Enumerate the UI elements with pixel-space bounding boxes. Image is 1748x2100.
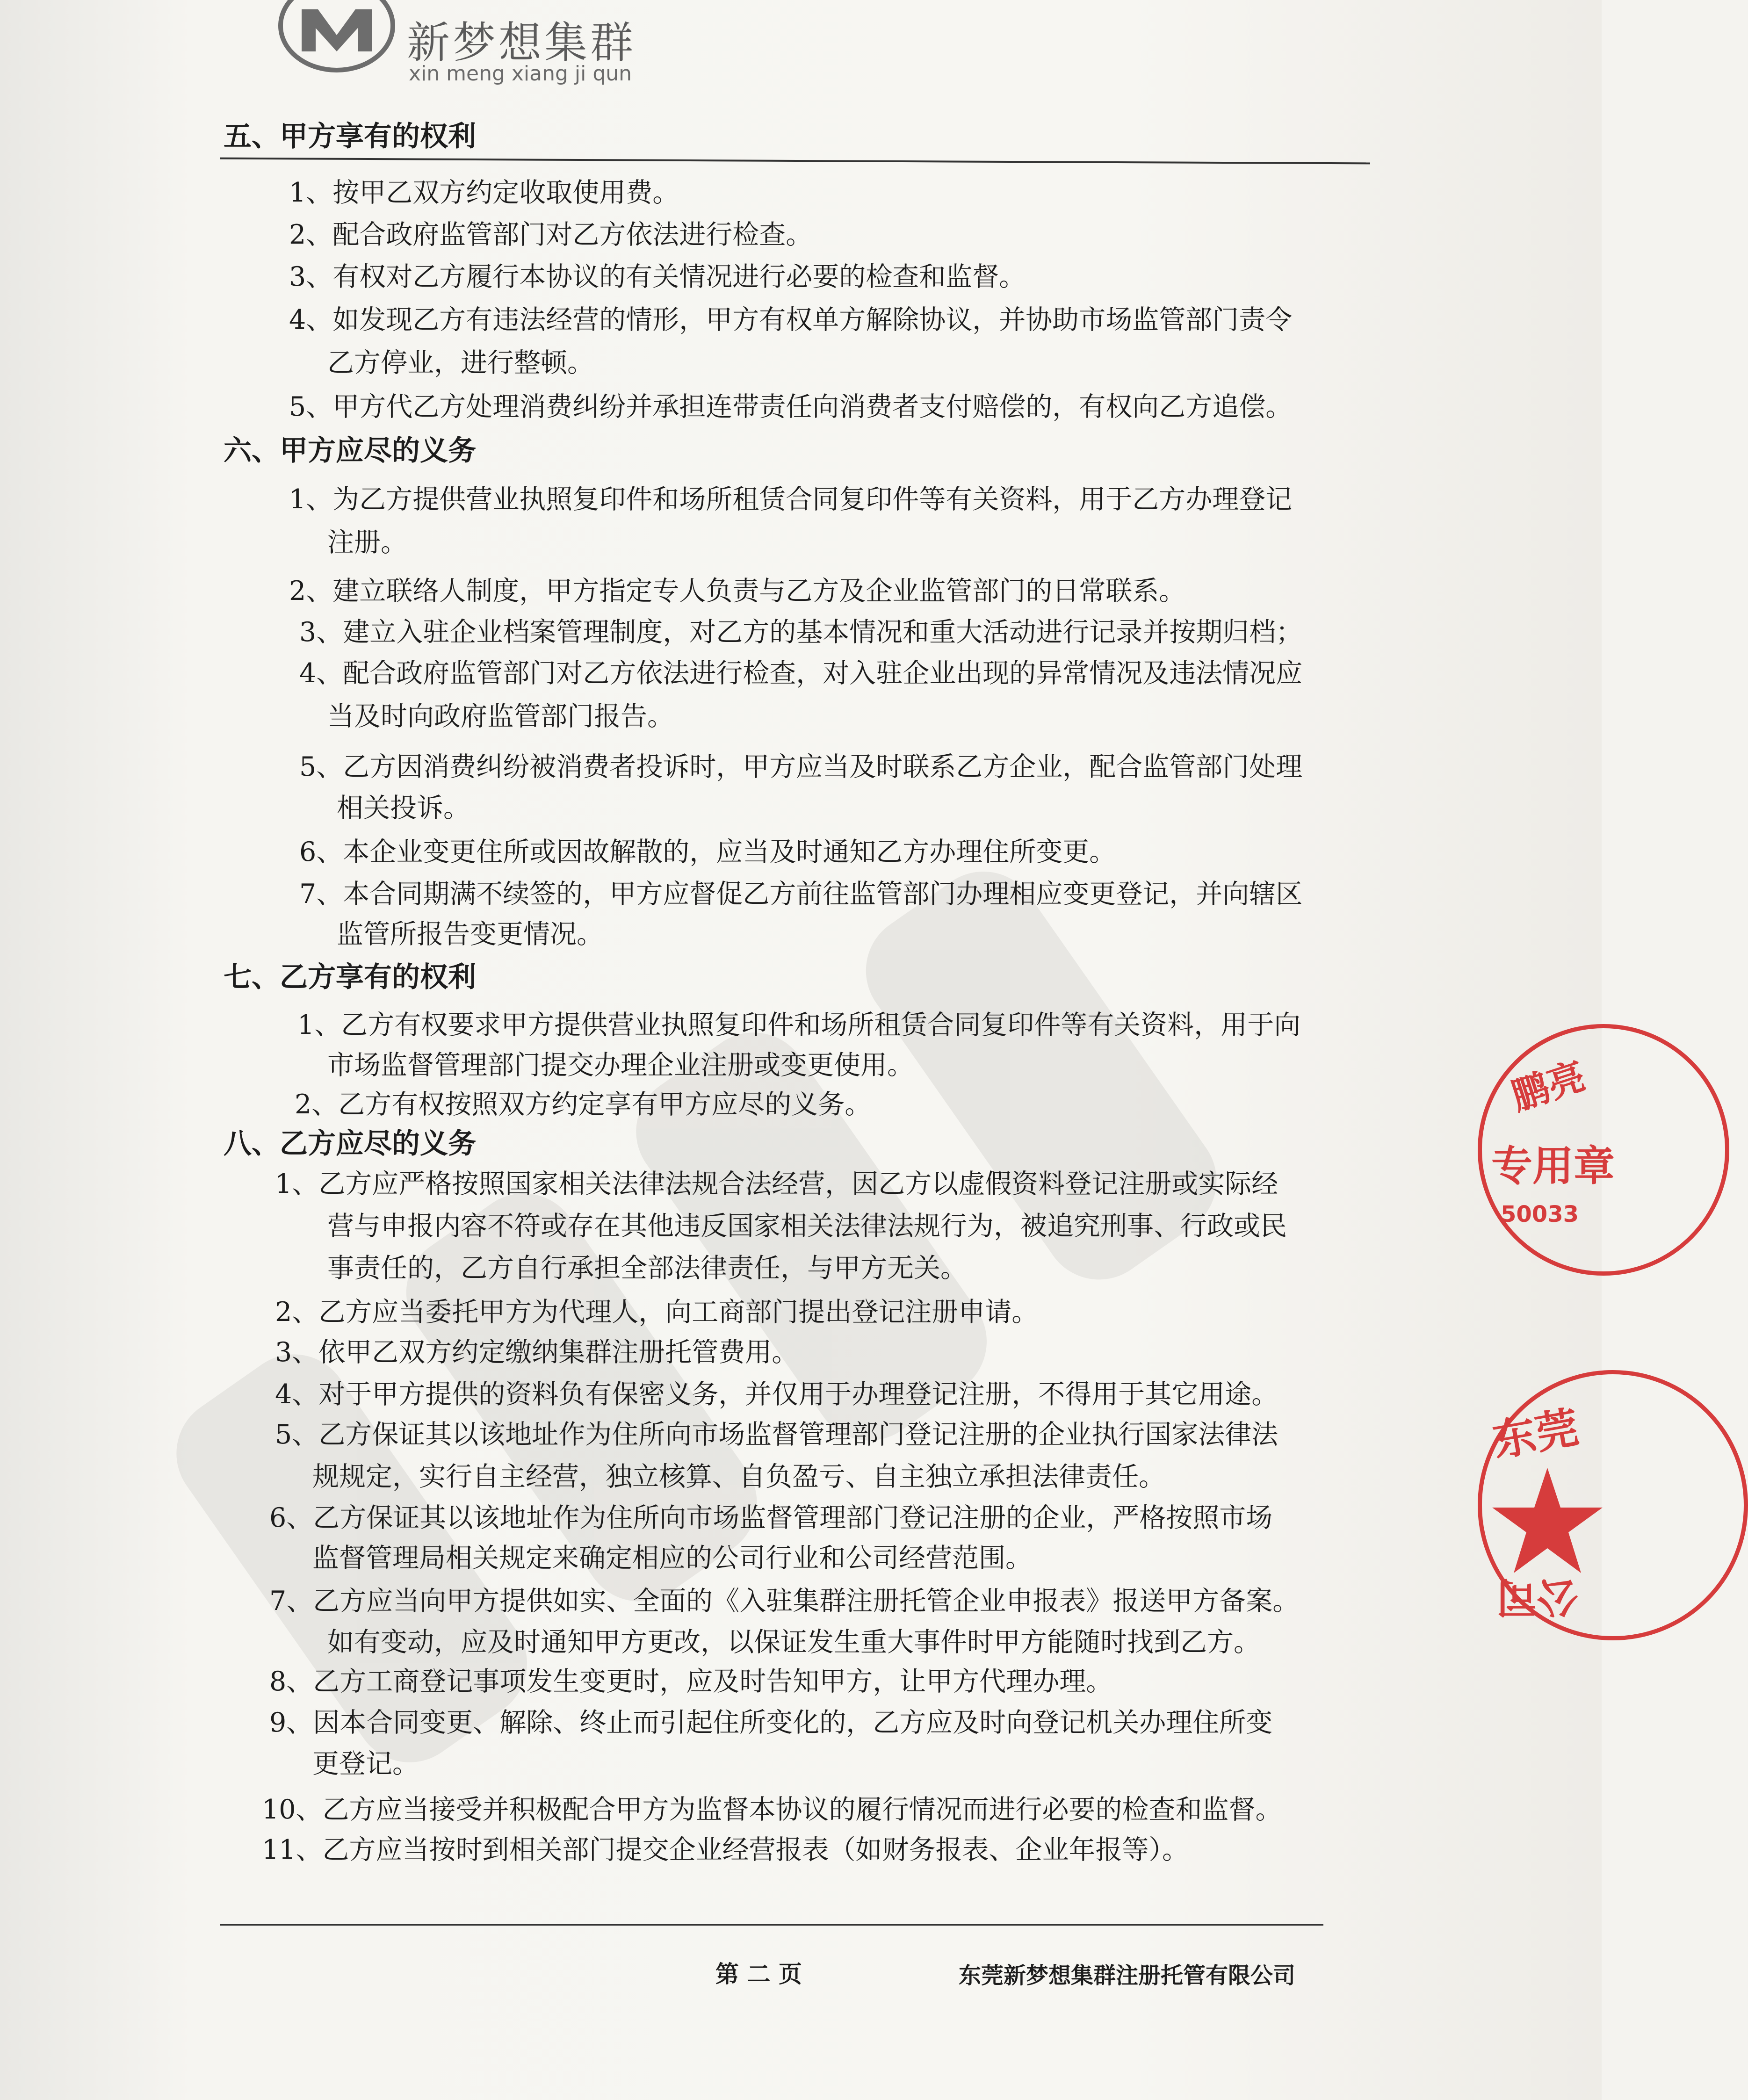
text-line: 1、乙方应严格按照国家相关法律法规合法经营，因乙方以虚假资料登记注册或实际经 bbox=[275, 1169, 1278, 1199]
text-line: 如有变动，应及时通知甲方更改，以保证发生重大事件时甲方能随时找到乙方。 bbox=[327, 1627, 1260, 1658]
seal-text: 50033 bbox=[1501, 1201, 1579, 1227]
text-line: 监督管理局相关规定来确定相应的公司行业和公司经营范围。 bbox=[312, 1543, 1032, 1573]
seal-text: 东莞 bbox=[1489, 1402, 1583, 1467]
brand-name-en: xin meng xiang ji qun bbox=[409, 62, 632, 86]
text-line: 2、建立联络人制度，甲方指定专人负责与乙方及企业监管部门的日常联系。 bbox=[289, 576, 1186, 606]
brand-name-cn: 新梦想集群 bbox=[407, 18, 636, 68]
section-heading-5: 五、甲方享有的权利 bbox=[224, 120, 476, 153]
text-line: 7、本合同期满不续签的，甲方应督促乙方前往监管部门办理相应变更登记，并向辖区 bbox=[299, 879, 1303, 909]
text-line: 事责任的，乙方自行承担全部法律责任，与甲方无关。 bbox=[327, 1253, 967, 1284]
seal-text: 专用章 bbox=[1491, 1142, 1615, 1190]
text-line: 3、依甲乙双方约定缴纳集群注册托管费用。 bbox=[275, 1337, 799, 1368]
text-line: 6、本企业变更住所或因故解散的，应当及时通知乙方办理住所变更。 bbox=[299, 837, 1116, 867]
text-line: 7、乙方应当向甲方提供如实、全面的《入驻集群注册托管企业申报表》报送甲方备案。 bbox=[269, 1586, 1300, 1616]
footer-divider bbox=[220, 1924, 1323, 1926]
text-line: 注册。 bbox=[327, 527, 407, 558]
seal-text: 鹏亮 bbox=[1506, 1054, 1591, 1119]
text-line: 2、配合政府监管部门对乙方依法进行检查。 bbox=[289, 219, 813, 250]
text-line: 当及时向政府监管部门报告。 bbox=[327, 701, 674, 732]
brand-logo-icon bbox=[276, 0, 397, 70]
footer-company-name: 东莞新梦想集群注册托管有限公司 bbox=[959, 1963, 1296, 1989]
star-icon bbox=[1491, 1468, 1604, 1575]
text-line: 更登记。 bbox=[312, 1748, 419, 1779]
seal-text: 公司 bbox=[1496, 1573, 1579, 1621]
text-line: 1、乙方有权要求甲方提供营业执照复印件和场所租赁合同复印件等有关资料，用于向 bbox=[297, 1010, 1301, 1040]
section-heading-6: 六、甲方应尽的义务 bbox=[224, 434, 476, 467]
text-line: 规规定，实行自主经营，独立核算、自负盈亏、自主独立承担法律责任。 bbox=[312, 1461, 1165, 1492]
text-line: 乙方停业，进行整顿。 bbox=[327, 347, 594, 378]
page-number: 第 二 页 bbox=[715, 1960, 802, 1988]
text-line: 4、如发现乙方有违法经营的情形，甲方有权单方解除协议，并协助市场监管部门责令 bbox=[289, 304, 1293, 335]
text-line: 6、乙方保证其以该地址作为住所向市场监督管理部门登记注册的企业，严格按照市场 bbox=[269, 1502, 1273, 1533]
text-line: 1、为乙方提供营业执照复印件和场所租赁合同复印件等有关资料，用于乙方办理登记 bbox=[289, 484, 1293, 515]
text-line: 营与申报内容不符或存在其他违反国家相关法律法规行为，被追究刑事、行政或民 bbox=[327, 1211, 1287, 1241]
text-line: 4、对于甲方提供的资料负有保密义务，并仅用于办理登记注册，不得用于其它用途。 bbox=[275, 1379, 1278, 1410]
text-line: 2、乙方有权按照双方约定享有甲方应尽的义务。 bbox=[295, 1089, 872, 1120]
section-heading-8: 八、乙方应尽的义务 bbox=[224, 1127, 476, 1160]
text-line: 相关投诉。 bbox=[337, 793, 470, 823]
text-line: 8、乙方工商登记事项发生变更时，应及时告知甲方，让甲方代理办理。 bbox=[269, 1666, 1113, 1697]
text-line: 9、因本合同变更、解除、终止而引起住所变化的，乙方应及时向登记机关办理住所变 bbox=[269, 1707, 1273, 1738]
text-line: 3、有权对乙方履行本协议的有关情况进行必要的检查和监督。 bbox=[289, 261, 1026, 292]
text-line: 5、乙方保证其以该地址作为住所向市场监督管理部门登记注册的企业执行国家法律法 bbox=[275, 1419, 1278, 1450]
text-line: 市场监督管理部门提交办理企业注册或变更使用。 bbox=[327, 1050, 914, 1081]
text-line: 3、建立入驻企业档案管理制度，对乙方的基本情况和重大活动进行记录并按期归档； bbox=[299, 617, 1303, 648]
text-line: 监管所报告变更情况。 bbox=[337, 919, 603, 950]
text-line: 1、按甲乙双方约定收取使用费。 bbox=[289, 177, 679, 208]
company-seal-bottom bbox=[1478, 1370, 1748, 1640]
text-line: 10、乙方应当接受并积极配合甲方为监督本协议的履行情况而进行必要的检查和监督。 bbox=[262, 1794, 1282, 1825]
text-line: 4、配合政府监管部门对乙方依法进行检查，对入驻企业出现的异常情况及违法情况应 bbox=[299, 658, 1303, 689]
text-line: 2、乙方应当委托甲方为代理人，向工商部门提出登记注册申请。 bbox=[275, 1297, 1039, 1328]
section-heading-7: 七、乙方享有的权利 bbox=[224, 961, 476, 994]
text-line: 5、甲方代乙方处理消费纠纷并承担连带责任向消费者支付赔偿的，有权向乙方追偿。 bbox=[289, 391, 1293, 422]
company-seal-top bbox=[1478, 1024, 1729, 1276]
text-line: 11、乙方应当按时到相关部门提交企业经营报表（如财务报表、企业年报等）。 bbox=[262, 1834, 1189, 1865]
text-line: 5、乙方因消费纠纷被消费者投诉时，甲方应当及时联系乙方企业，配合监管部门处理 bbox=[299, 751, 1303, 782]
